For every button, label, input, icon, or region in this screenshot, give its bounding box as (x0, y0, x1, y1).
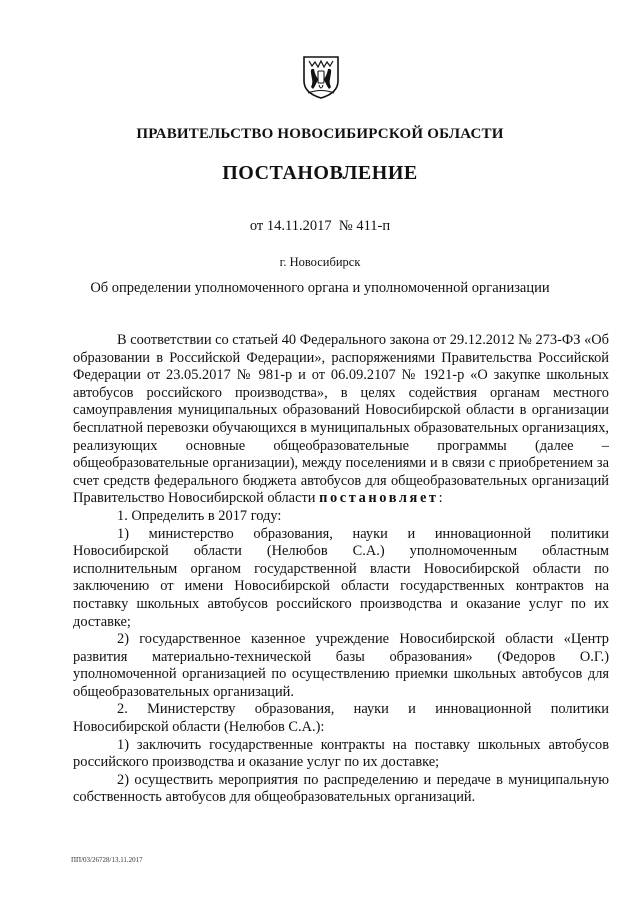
decree-colon: : (438, 490, 443, 507)
item-2: 2. Министерству образования, науки и инновационной политики Новосибирской области (Нелюбов С.А.): (73, 701, 609, 736)
item-1-2: 2) государственное казенное учреждение Новосибирской области «Центр развития материально-технической базы образования» (Федоров О.Г.) уполномоченной организацией по осуществлению приемки школьных автобусов для общеобразовательных организаций. (73, 631, 609, 700)
document-type-title: ПОСТАНОВЛЕНИЕ (222, 162, 418, 184)
document-subject: Об определении уполномоченного органа и уполномоченной организации (90, 280, 550, 296)
government-name: ПРАВИТЕЛЬСТВО НОВОСИБИРСКОЙ ОБЛАСТИ (136, 126, 504, 142)
preamble-paragraph (73, 332, 609, 508)
footer-document-code: ПП/03/26728/13.11.2017 (71, 856, 143, 864)
preamble-text: В соответствии со статьей 40 Федерального закона от 29.12.2012 № 273-ФЗ «Об образовании в Российской Федерации», распоряжениями Правительства Российской Федерации от 23.05.2017 № 981-р и от 06.09.2107 № 1921-р «О закупке школьных автобусов российского производства», в целях содействия органам местного самоуправления муниципальных образований Новосибирской области в организации бесплатной перевозки обучающихся в муниципальных образовательных организациях, реализующих основные общеобразовательные программы (далее – общеобразовательные организации), между поселениями и в связи с приобретением за счет средств федерального бюджета автобусов для общеобразовательных организаций Правительство Новосибирской области (73, 332, 609, 507)
coat-of-arms-icon (302, 55, 340, 99)
document-body (73, 332, 609, 807)
item-2-2: 2) осуществить мероприятия по распределению и передаче в муниципальную собственность автобусов для общеобразовательных организаций. (73, 771, 609, 806)
item-1-1: 1) министерство образования, науки и инновационной политики Новосибирской области (Нелюбов С.А.) уполномоченным областным исполнительным органом государственной власти Новосибирской области по заключению от имени Новосибирской области государственных контрактов на поставку школьных автобусов российского производства и оказание услуг по их доставке; (73, 525, 609, 630)
date-and-number: от 14.11.2017 № 411-п (249, 218, 391, 234)
item-2-1: 1) заключить государственные контракты на поставку школьных автобусов российского производства и оказание услуг по их доставке; (73, 736, 609, 771)
decree-word: постановляет (319, 490, 439, 507)
city-name: г. Новосибирск (279, 255, 361, 269)
item-1: 1. Определить в 2017 году: (117, 507, 282, 524)
